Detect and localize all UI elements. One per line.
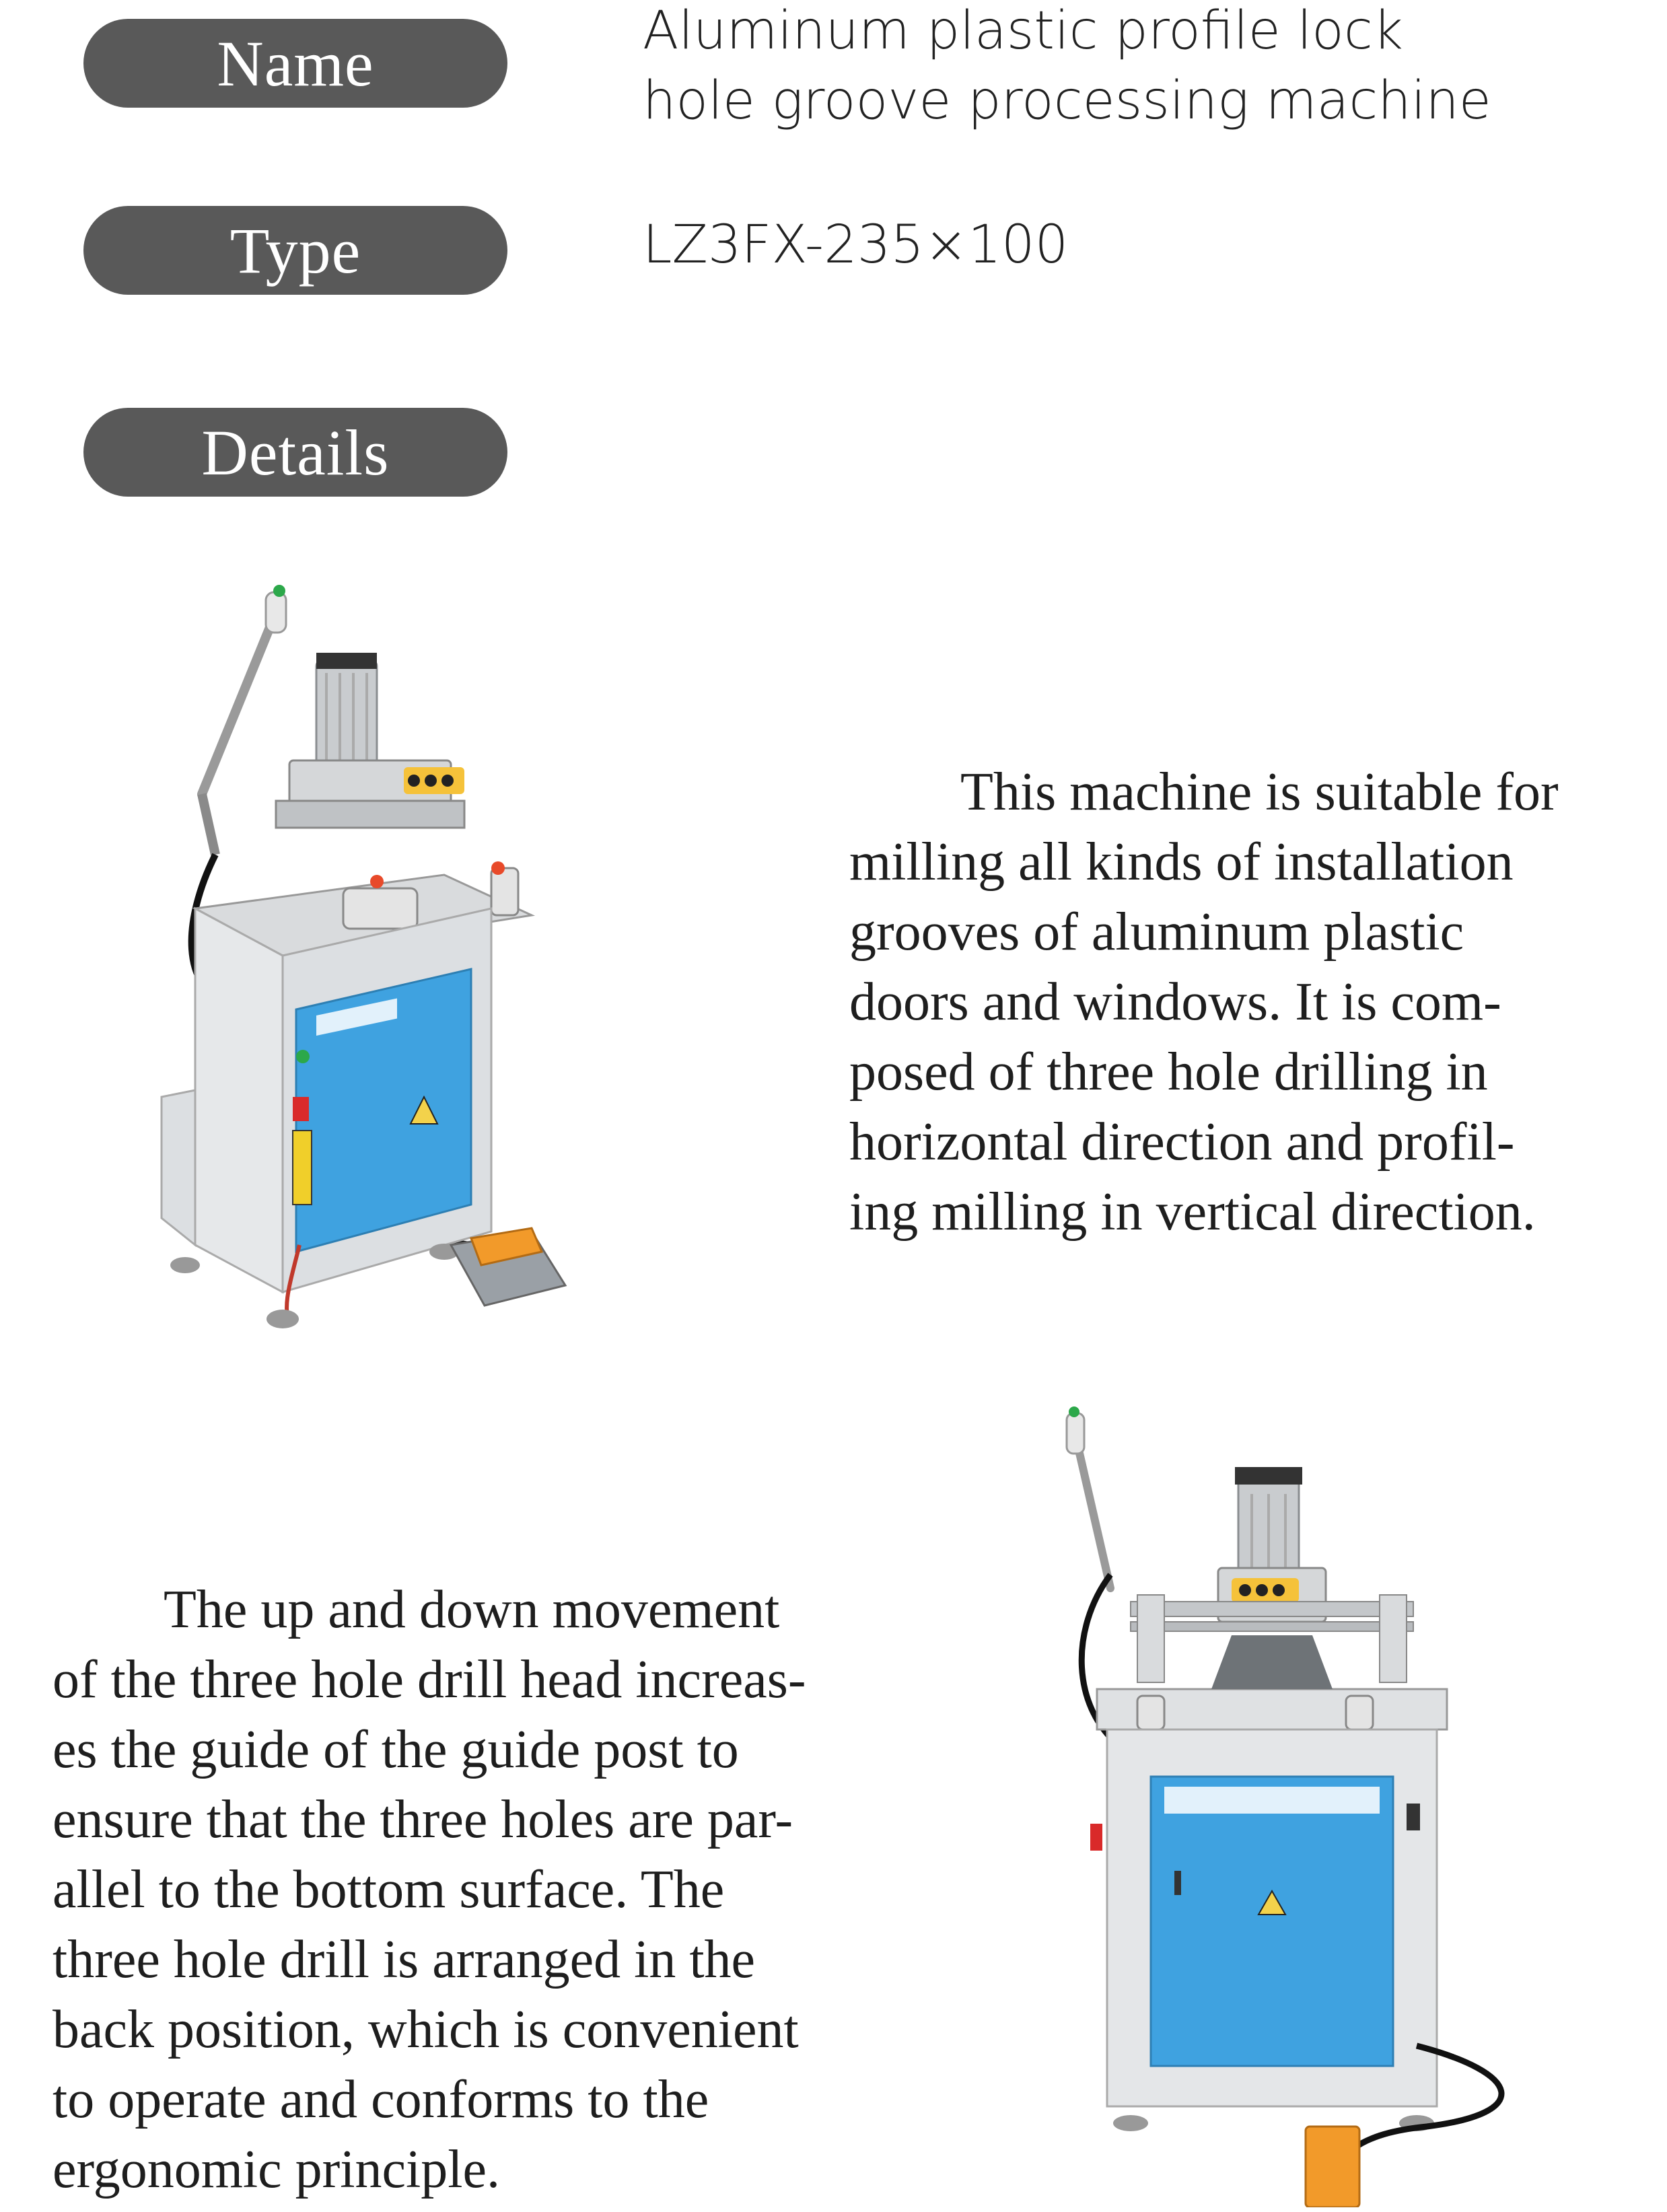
description-1-line-4: doors and windows. It is com-: [849, 972, 1501, 1032]
description-paragraph-1: [849, 757, 1559, 1247]
product-name: [643, 0, 1491, 136]
description-2-line-7: back position, which is convenient: [52, 2000, 799, 2059]
description-2-line-8: to operate and conforms to the: [52, 2070, 709, 2129]
description-2-line-1: The up and down movement: [164, 1580, 780, 1639]
name-label: Name: [217, 27, 374, 100]
machine-photo-angled: [155, 572, 639, 1353]
details-label: Details: [201, 416, 390, 489]
description-1-line-7: ing milling in vertical direction.: [849, 1182, 1536, 1242]
product-name-line-2: hole groove processing machine: [643, 71, 1491, 131]
product-type: LZ3FX-235×100: [643, 215, 1069, 275]
product-name-line-1: Aluminum plastic profile lock: [643, 1, 1403, 61]
description-2-line-9: ergonomic principle.: [52, 2140, 500, 2199]
details-label-pill: [83, 408, 507, 497]
machine-photo-front: [1050, 1400, 1561, 2207]
type-label: Type: [229, 214, 361, 287]
description-2-line-6: three hole drill is arranged in the: [52, 1930, 756, 1989]
description-1-line-2: milling all kinds of installation: [849, 832, 1514, 892]
name-label-pill: [83, 19, 507, 108]
description-2-line-4: ensure that the three holes are par-: [52, 1790, 793, 1849]
description-1-line-1: This machine is suitable for: [960, 762, 1559, 822]
description-2-line-2: of the three hole drill head increas-: [52, 1650, 806, 1709]
description-1-line-3: grooves of aluminum plastic: [849, 902, 1464, 962]
description-2-line-5: allel to the bottom surface. The: [52, 1860, 725, 1919]
description-paragraph-2: [52, 1575, 806, 2205]
description-1-line-6: horizontal direction and profil-: [849, 1112, 1515, 1172]
description-1-line-5: posed of three hole drilling in: [849, 1042, 1488, 1102]
description-2-line-3: es the guide of the guide post to: [52, 1720, 739, 1779]
type-label-pill: [83, 206, 507, 295]
